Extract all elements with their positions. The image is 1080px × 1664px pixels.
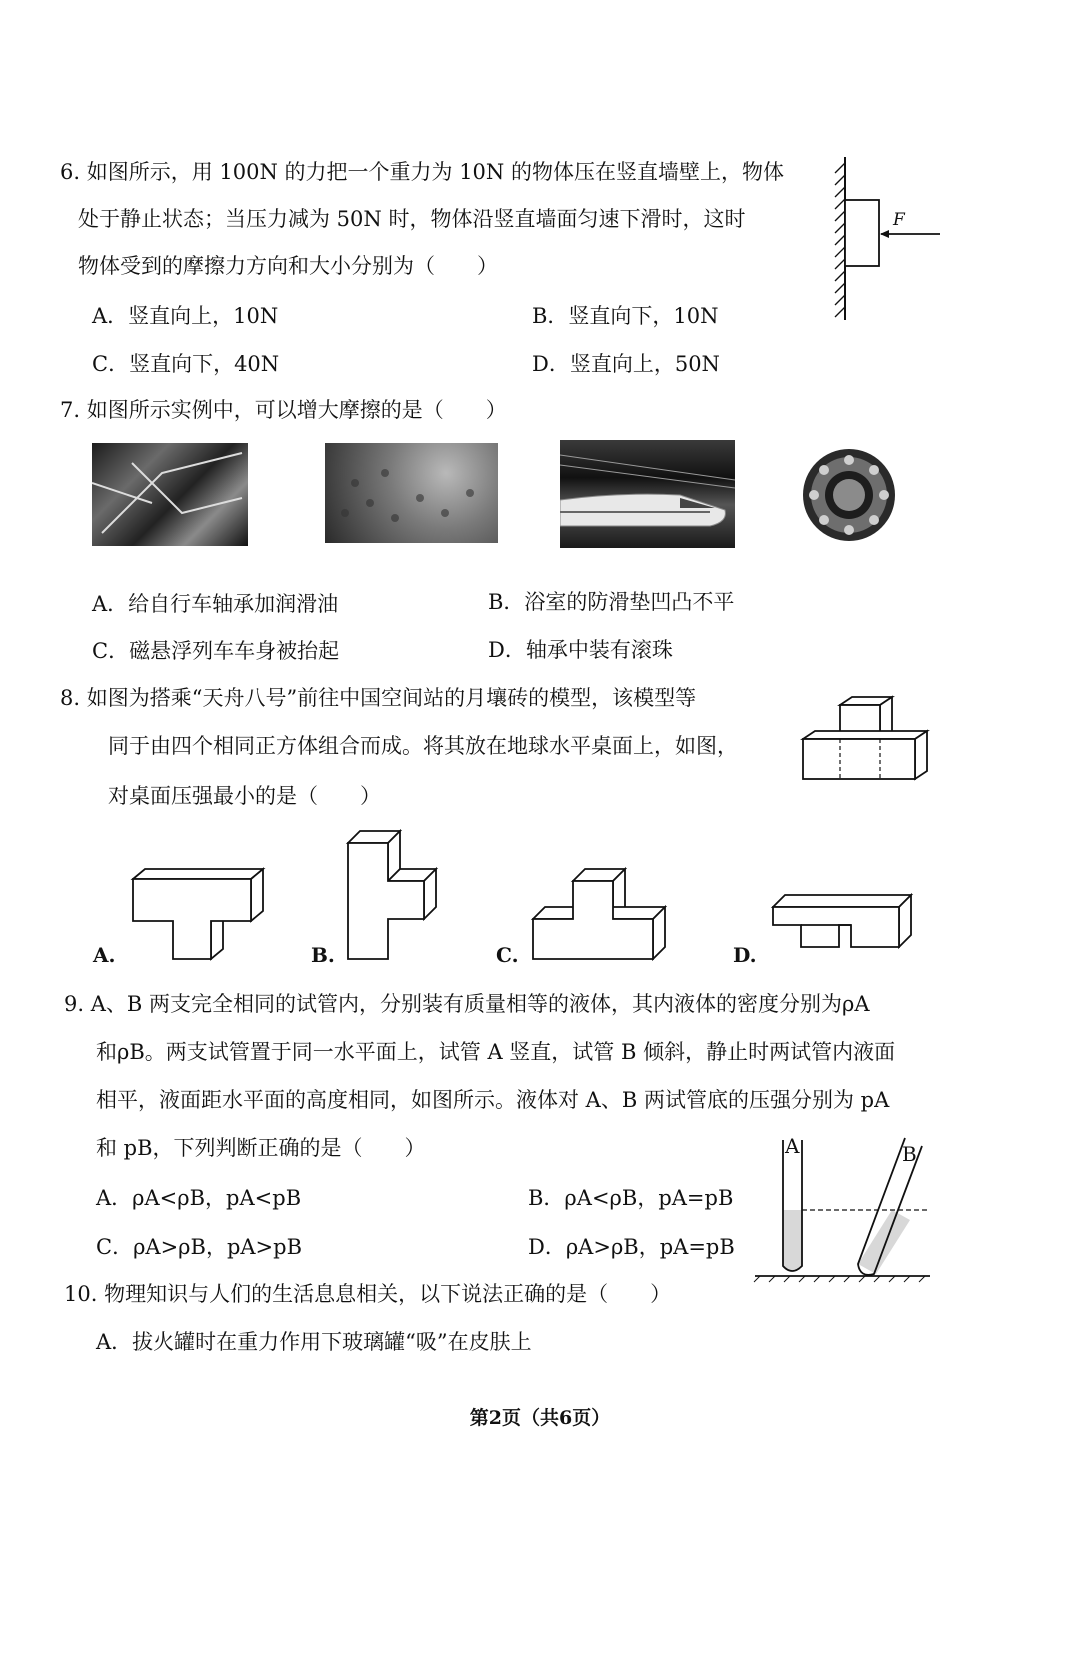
q9-tube-a-label: A <box>785 1134 800 1158</box>
q6-line-2: 处于静止状态；当压力减为 50N 时，物体沿竖直墙面匀速下滑时，这时 <box>78 207 746 231</box>
q9-option-c: C．ρA>ρB，pA>pB <box>96 1235 303 1259</box>
q9-option-a: A．ρA<ρB，pA<pB <box>96 1186 302 1210</box>
q7-option-c: C．磁悬浮列车车身被抬起 <box>92 639 340 663</box>
q7-photo-antislip-mat <box>325 443 498 543</box>
q6-line-1: 6. 如图所示，用 100N 的力把一个重力为 10N 的物体压在竖直墙壁上，物体 <box>60 160 784 184</box>
q9-line-3: 相平，液面距水平面的高度相同，如图所示。液体对 A、B 两试管底的压强分别为 pA <box>96 1088 890 1112</box>
q7-photo-bicycle-bearing <box>92 443 248 546</box>
q9-tube-b-label: B <box>902 1142 917 1166</box>
page-footer: 第2页（共6页） <box>469 1407 611 1429</box>
q9-option-b: B．ρA<ρB，pA=pB <box>528 1186 734 1210</box>
q9-option-d: D．ρA>ρB，pA=pB <box>528 1235 735 1259</box>
q6-line-3: 物体受到的摩擦力方向和大小分别为（ ） <box>78 254 498 278</box>
q6-wall-diagram <box>825 155 950 325</box>
q9-line-2: 和ρB。两支试管置于同一水平面上，试管 A 竖直，试管 B 倾斜，静止时两试管内液面 <box>96 1040 896 1064</box>
q8-line-2: 同于由四个相同正方体组合而成。将其放在地球水平桌面上，如图， <box>108 734 738 758</box>
q8-line-3: 对桌面压强最小的是（ ） <box>108 784 381 808</box>
q8-option-a-label: A. <box>93 943 116 967</box>
q6-option-a: A．竖直向上，10N <box>92 304 279 328</box>
q6-option-d: D．竖直向上，50N <box>532 352 720 376</box>
q8-option-d-label: D. <box>733 943 757 967</box>
q8-option-b-label: B. <box>311 943 335 967</box>
q7-photo-maglev-train <box>560 440 735 548</box>
q6-option-b: B．竖直向下，10N <box>532 304 719 328</box>
q10-line-1: 10. 物理知识与人们的生活息息相关，以下说法正确的是（ ） <box>64 1282 672 1306</box>
q7-line-1: 7. 如图所示实例中，可以增大摩擦的是（ ） <box>60 398 507 422</box>
q8-option-c-label: C. <box>496 943 519 967</box>
q8-option-d-figure <box>765 885 920 965</box>
q7-option-a: A．给自行车轴承加润滑油 <box>92 592 339 616</box>
q7-photo-ball-bearing <box>790 445 908 545</box>
q9-line-1: 9. A、B 两支完全相同的试管内，分别装有质量相等的液体，其内液体的密度分别为ρA <box>64 992 870 1016</box>
q8-model-figure <box>800 695 940 787</box>
q6-option-c: C．竖直向下，40N <box>92 352 280 376</box>
q7-option-b: B．浴室的防滑垫凹凸不平 <box>488 590 735 614</box>
q7-option-d: D．轴承中装有滚珠 <box>488 638 673 662</box>
q9-line-4: 和 pB，下列判断正确的是（ ） <box>96 1136 426 1160</box>
q8-option-b-figure <box>340 825 445 965</box>
q10-option-a: A．拔火罐时在重力作用下玻璃罐“吸”在皮肤上 <box>96 1330 532 1354</box>
q6-force-label: F <box>893 210 905 230</box>
q8-option-c-figure <box>525 865 675 965</box>
q8-line-1: 8. 如图为搭乘“天舟八号”前往中国空间站的月壤砖的模型，该模型等 <box>60 686 697 710</box>
q8-option-a-figure <box>125 865 270 965</box>
